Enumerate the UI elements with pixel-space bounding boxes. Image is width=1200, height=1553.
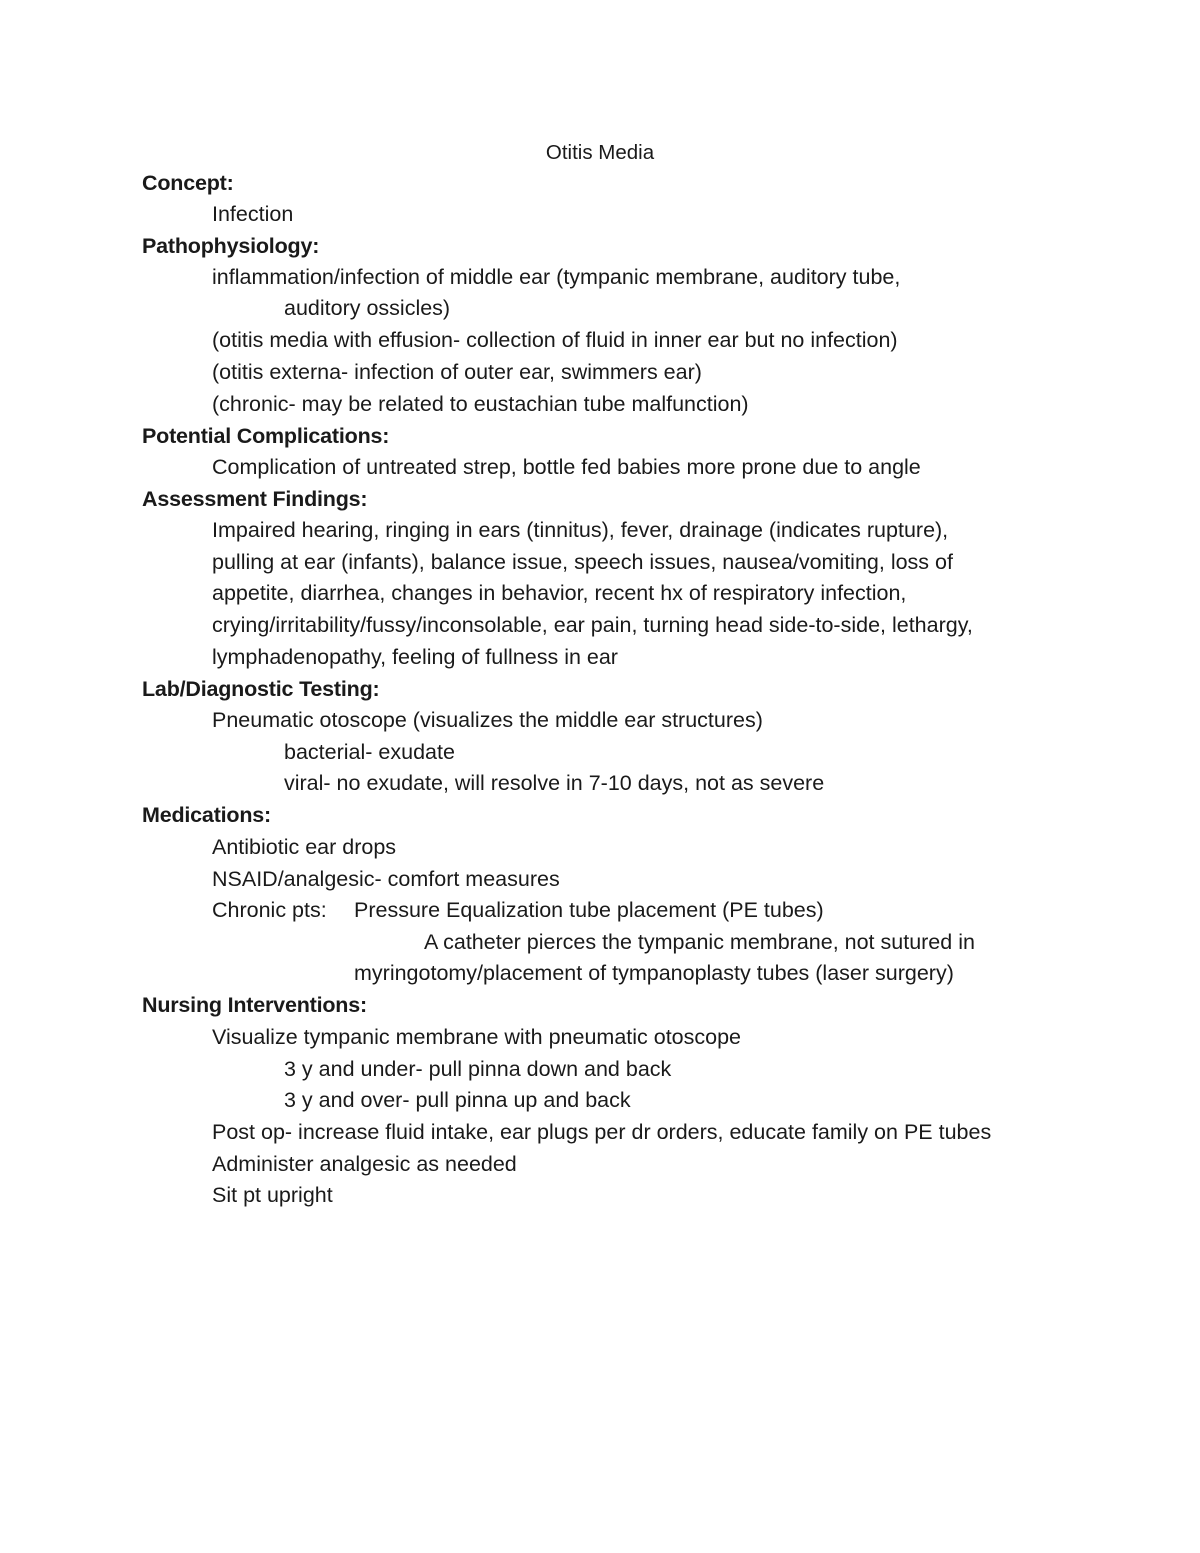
interventions-line: 3 y and under- pull pinna down and back [284, 1057, 672, 1081]
heading-lab: Lab/Diagnostic Testing: [142, 677, 380, 701]
interventions-line: Administer analgesic as needed [212, 1152, 517, 1176]
interventions-line: Post op- increase fluid intake, ear plugs per dr orders, educate family on PE tubes [212, 1120, 992, 1144]
medications-line: A catheter pierces the tympanic membrane, not sutured in [424, 930, 975, 954]
medications-line: NSAID/analgesic- comfort measures [212, 867, 560, 891]
lab-line: bacterial- exudate [284, 740, 455, 764]
pathophysiology-line: (chronic- may be related to eustachian tube malfunction) [212, 392, 749, 416]
medications-line: Antibiotic ear drops [212, 835, 397, 859]
heading-interventions: Nursing Interventions: [142, 993, 367, 1017]
pathophysiology-line: inflammation/infection of middle ear (tympanic membrane, auditory tube, [212, 265, 901, 289]
interventions-line: 3 y and over- pull pinna up and back [284, 1088, 631, 1112]
pathophysiology-line: auditory ossicles) [284, 296, 451, 320]
pathophysiology-line: (otitis externa- infection of outer ear, swimmers ear) [212, 360, 702, 384]
heading-concept: Concept: [142, 171, 234, 195]
medications-line: myringotomy/placement of tympanoplasty tubes (laser surgery) [354, 961, 954, 985]
assessment-line: pulling at ear (infants), balance issue, speech issues, nausea/vomiting, loss of [212, 550, 953, 574]
assessment-line: Impaired hearing, ringing in ears (tinnitus), fever, drainage (indicates rupture), [212, 518, 949, 542]
interventions-line: Visualize tympanic membrane with pneumatic otoscope [212, 1025, 742, 1049]
lab-line: Pneumatic otoscope (visualizes the middle ear structures) [212, 708, 763, 732]
heading-pathophysiology: Pathophysiology: [142, 234, 320, 258]
medications-line: Pressure Equalization tube placement (PE tubes) [354, 898, 824, 922]
complications-line: Complication of untreated strep, bottle fed babies more prone due to angle [212, 455, 921, 479]
assessment-line: lymphadenopathy, feeling of fullness in ear [212, 645, 618, 669]
heading-complications: Potential Complications: [142, 424, 390, 448]
document-title: Otitis Media [545, 141, 655, 164]
medications-line: Chronic pts: [212, 898, 327, 922]
heading-medications: Medications: [142, 803, 272, 827]
assessment-line: appetite, diarrhea, changes in behavior, recent hx of respiratory infection, [212, 581, 907, 605]
interventions-line: Sit pt upright [212, 1183, 333, 1207]
concept-line: Infection [212, 202, 294, 226]
heading-assessment: Assessment Findings: [142, 487, 368, 511]
pathophysiology-line: (otitis media with effusion- collection of fluid in inner ear but no infection) [212, 328, 898, 352]
lab-line: viral- no exudate, will resolve in 7-10 days, not as severe [284, 771, 825, 795]
assessment-line: crying/irritability/fussy/inconsolable, ear pain, turning head side-to-side, lethargy, [212, 613, 973, 637]
